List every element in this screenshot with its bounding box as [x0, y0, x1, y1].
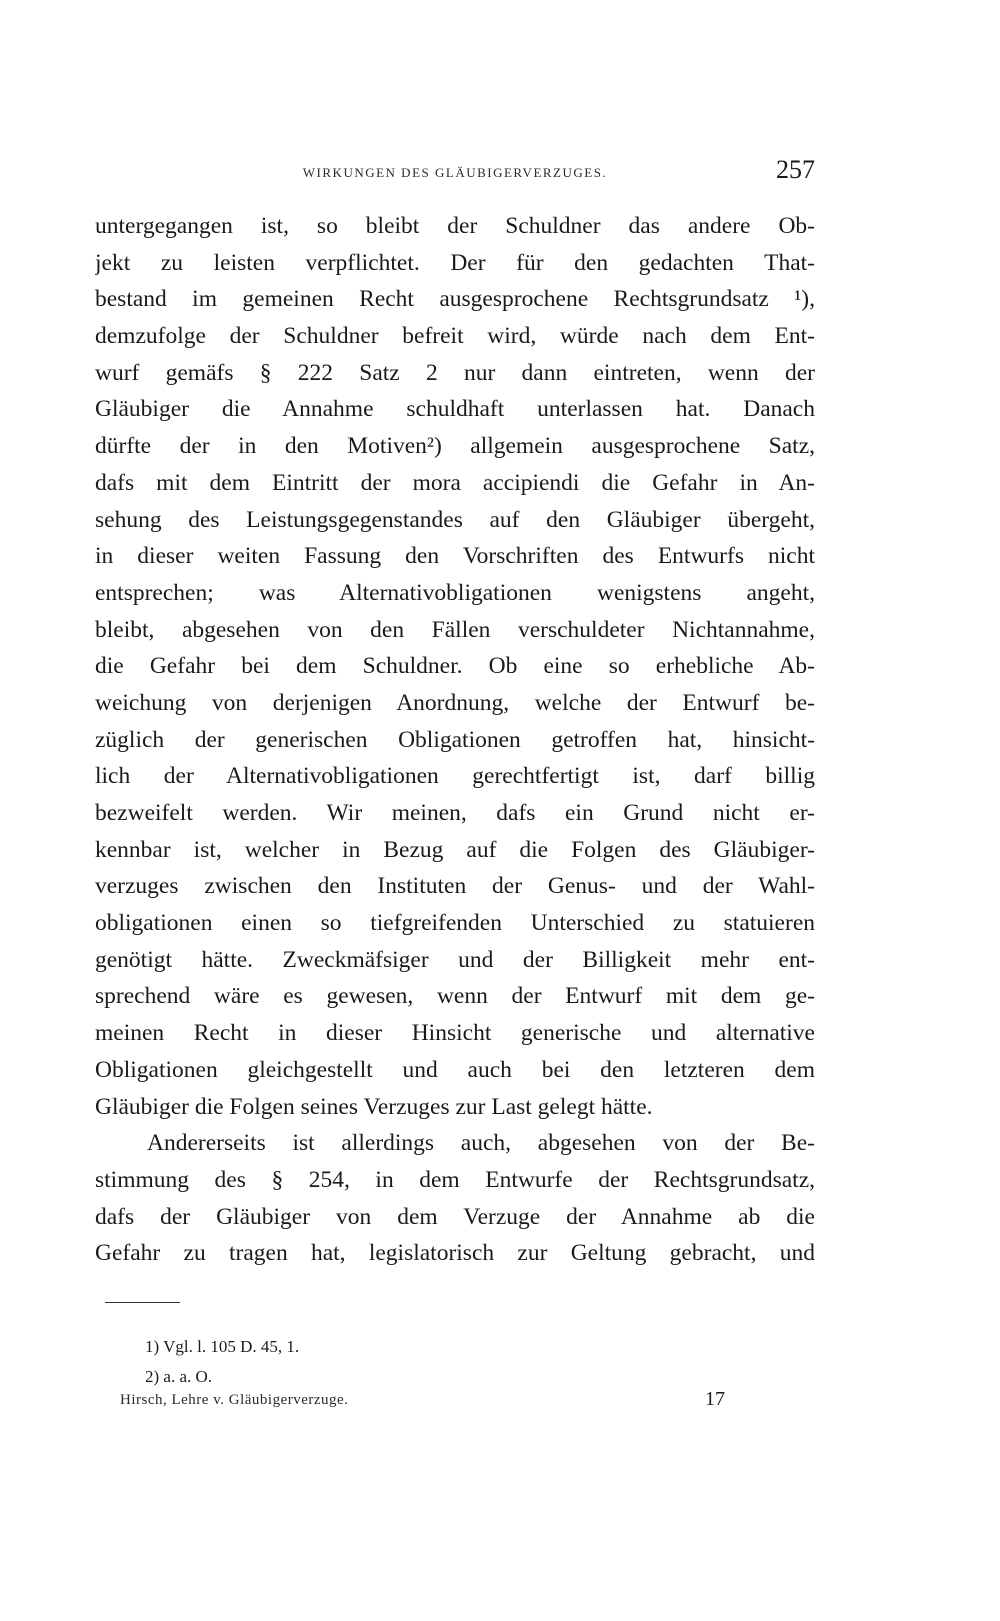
footnote-1: 1) Vgl. l. 105 D. 45, 1. [145, 1337, 300, 1356]
text-line: dürfte der in den Motiven²) allgemein ausgesprochene Satz, [95, 433, 815, 460]
sheet-number: 17 [705, 1388, 725, 1410]
text-line: stimmung des § 254, in dem Entwurfe der Rechtsgrundsatz, [95, 1166, 815, 1193]
text-line: kennbar ist, welcher in Bezug auf die Folgen des Gläubiger- [95, 836, 815, 863]
text-line: züglich der generischen Obligationen getroffen hat, hinsicht- [95, 726, 815, 753]
text-line: die Gefahr bei dem Schuldner. Ob eine so erhebliche Ab- [95, 653, 815, 680]
text-line-paragraph-end: Gläubiger die Folgen seines Verzuges zur Last gelegt hätte. [95, 1093, 653, 1120]
signature-line [120, 1388, 725, 1422]
running-title: WIRKUNGEN DES GLÄUBIGERVERZUGES. [302, 165, 608, 180]
text-line: bleibt, abgesehen von den Fällen verschuldeter Nichtannahme, [95, 616, 815, 643]
text-line-paragraph-start: Andererseits ist allerdings auch, abgesehen von der Be- [147, 1130, 815, 1157]
footnote-divider [105, 1302, 180, 1303]
text-line: Obligationen gleichgestellt und auch bei den letzteren dem [95, 1056, 815, 1083]
page-number: 257 [776, 155, 815, 184]
text-line: dafs mit dem Eintritt der mora accipiendi die Gefahr in An- [95, 469, 815, 496]
text-line: demzufolge der Schuldner befreit wird, würde nach dem Ent- [95, 323, 815, 350]
body-text [95, 208, 815, 1272]
text-line: in dieser weiten Fassung den Vorschriften des Entwurfs nicht [95, 543, 815, 570]
text-line: untergegangen ist, so bleibt der Schuldner das andere Ob- [95, 213, 815, 239]
text-line: lich der Alternativobligationen gerechtfertigt ist, darf billig [95, 763, 815, 790]
text-line: sprechend wäre es gewesen, wenn der Entwurf mit dem ge- [95, 983, 815, 1010]
text-line: Gefahr zu tragen hat, legislatorisch zur Geltung gebracht, und [95, 1240, 815, 1267]
footnotes [145, 1332, 645, 1392]
text-line: jekt zu leisten verpflichtet. Der für den gedachten That- [95, 249, 815, 276]
text-line: obligationen einen so tiefgreifenden Unterschied zu statuieren [95, 910, 815, 937]
text-line: weichung von derjenigen Anordnung, welche der Entwurf be- [95, 689, 815, 716]
running-head [95, 155, 815, 195]
text-line: wurf gemäfs § 222 Satz 2 nur dann eintreten, wenn der [95, 359, 815, 386]
text-line: dafs der Gläubiger von dem Verzuge der Annahme ab die [95, 1203, 815, 1230]
text-line: verzuges zwischen den Instituten der Genus- und der Wahl- [95, 873, 815, 900]
text-line: bestand im gemeinen Recht ausgesprochene Rechtsgrundsatz ¹), [95, 286, 815, 313]
text-line: Gläubiger die Annahme schuldhaft unterlassen hat. Danach [95, 396, 815, 423]
book-signature: Hirsch, Lehre v. Gläubigerverzuge. [120, 1392, 349, 1408]
text-line: bezweifelt werden. Wir meinen, dafs ein Grund nicht er- [95, 800, 815, 826]
text-line: meinen Recht in dieser Hinsicht generische und alternative [95, 1020, 815, 1047]
text-line: genötigt hätte. Zweckmäfsiger und der Billigkeit mehr ent- [95, 946, 815, 973]
text-line: entsprechen; was Alternativobligationen wenigstens angeht, [95, 579, 815, 606]
text-line: sehung des Leistungsgegenstandes auf den Gläubiger übergeht, [95, 506, 815, 533]
footnote-2: 2) a. a. O. [145, 1367, 213, 1386]
